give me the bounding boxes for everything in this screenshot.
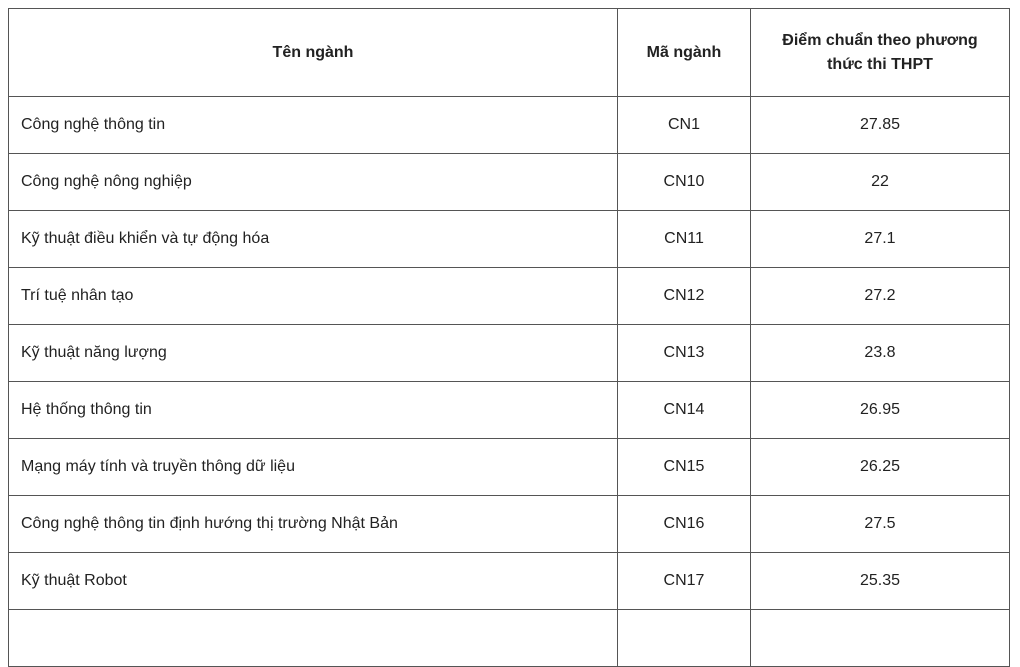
major-name-cell: Kỹ thuật điều khiển và tự động hóa bbox=[9, 211, 618, 268]
major-name-cell: Trí tuệ nhân tạo bbox=[9, 268, 618, 325]
major-name-cell: Công nghệ thông tin bbox=[9, 97, 618, 154]
major-name-cell: Hệ thống thông tin bbox=[9, 382, 618, 439]
score-cell: 23.8 bbox=[751, 325, 1010, 382]
major-code-cell: CN1 bbox=[618, 97, 751, 154]
score-cell: 27.1 bbox=[751, 211, 1010, 268]
score-cell: 26.25 bbox=[751, 439, 1010, 496]
major-code-cell: CN10 bbox=[618, 154, 751, 211]
empty-cell bbox=[9, 610, 618, 667]
header-score: Điểm chuẩn theo phương thức thi THPT bbox=[751, 9, 1010, 97]
table-row bbox=[9, 268, 1010, 325]
major-name-cell: Kỹ thuật năng lượng bbox=[9, 325, 618, 382]
header-major-name: Tên ngành bbox=[9, 9, 618, 97]
major-code-cell: CN14 bbox=[618, 382, 751, 439]
empty-cell bbox=[751, 610, 1010, 667]
table-row bbox=[9, 496, 1010, 553]
header-row bbox=[9, 9, 1010, 97]
major-name-cell: Công nghệ thông tin định hướng thị trường Nhật Bản bbox=[9, 496, 618, 553]
score-cell: 27.2 bbox=[751, 268, 1010, 325]
admission-scores-table bbox=[8, 8, 1010, 667]
table-row-partial bbox=[9, 610, 1010, 667]
major-code-cell: CN15 bbox=[618, 439, 751, 496]
major-code-cell: CN13 bbox=[618, 325, 751, 382]
empty-cell bbox=[618, 610, 751, 667]
major-name-cell: Công nghệ nông nghiệp bbox=[9, 154, 618, 211]
score-cell: 25.35 bbox=[751, 553, 1010, 610]
table-row bbox=[9, 211, 1010, 268]
major-code-cell: CN12 bbox=[618, 268, 751, 325]
table-row bbox=[9, 382, 1010, 439]
table-row bbox=[9, 439, 1010, 496]
major-code-cell: CN16 bbox=[618, 496, 751, 553]
major-code-cell: CN11 bbox=[618, 211, 751, 268]
major-name-cell: Mạng máy tính và truyền thông dữ liệu bbox=[9, 439, 618, 496]
table-row bbox=[9, 325, 1010, 382]
score-cell: 27.85 bbox=[751, 97, 1010, 154]
table-row bbox=[9, 154, 1010, 211]
major-name-cell: Kỹ thuật Robot bbox=[9, 553, 618, 610]
table-row bbox=[9, 97, 1010, 154]
score-cell: 27.5 bbox=[751, 496, 1010, 553]
header-major-code: Mã ngành bbox=[618, 9, 751, 97]
score-cell: 22 bbox=[751, 154, 1010, 211]
table-row bbox=[9, 553, 1010, 610]
major-code-cell: CN17 bbox=[618, 553, 751, 610]
score-cell: 26.95 bbox=[751, 382, 1010, 439]
